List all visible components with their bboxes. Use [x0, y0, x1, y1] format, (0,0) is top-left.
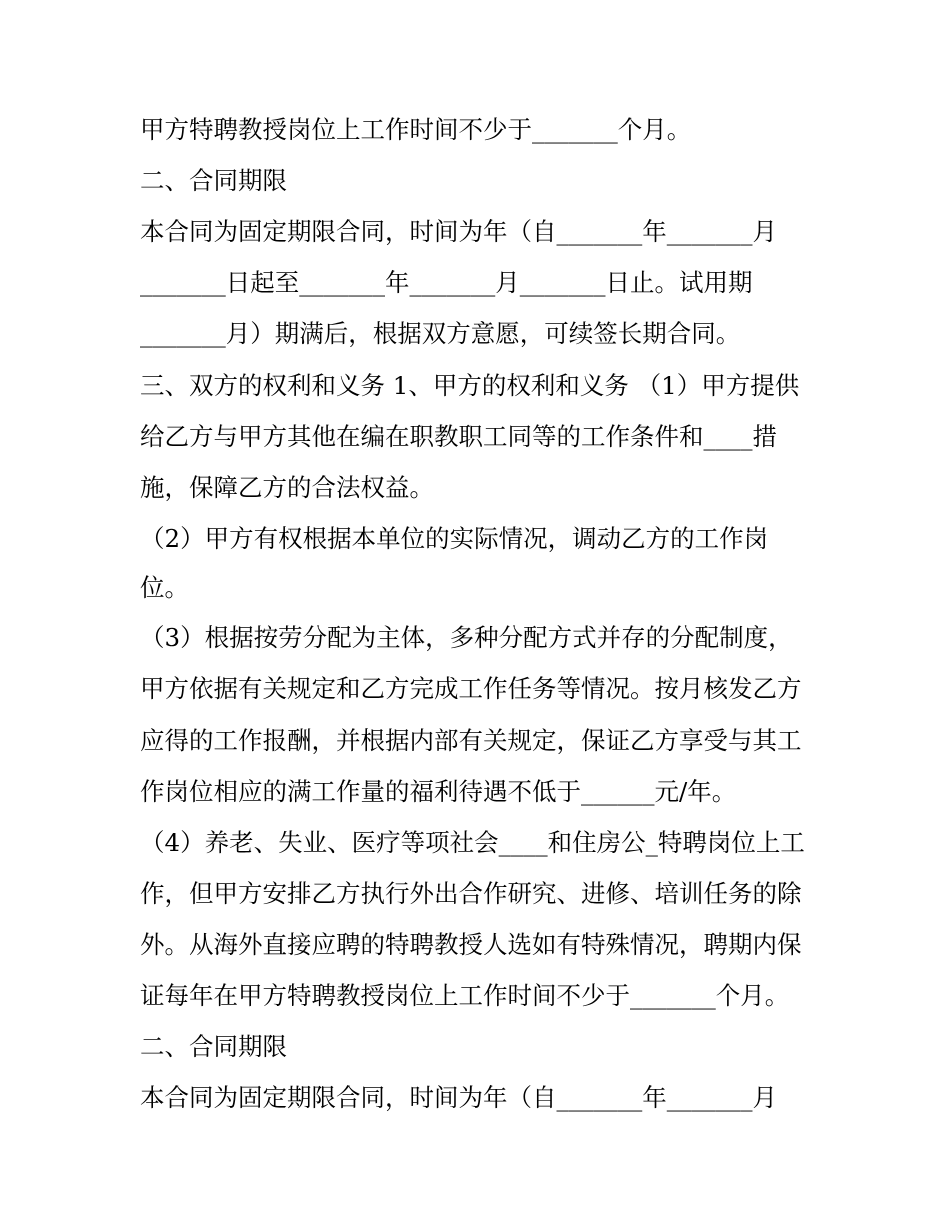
- text-line: 本合同为固定期限合同，时间为年（自_______年_______月: [140, 217, 777, 246]
- text-line: （2）甲方有权根据本单位的实际情况，调动乙方的工作岗: [140, 524, 769, 553]
- text-line: 本合同为固定期限合同，时间为年（自_______年_______月: [140, 1083, 777, 1112]
- text-line: 应得的工作报酬，并根据内部有关规定，保证乙方享受与其工: [140, 726, 802, 755]
- text-line: （3）根据按劳分配为主体，多种分配方式并存的分配制度，: [140, 623, 793, 652]
- text-line: 位。: [140, 573, 189, 602]
- text-line: 作，但甲方安排乙方执行外出合作研究、进修、培训任务的除: [140, 879, 802, 908]
- text-line: 证每年在甲方特聘教授岗位上工作时间不少于_______个月。: [140, 981, 790, 1010]
- text-line: 外。从海外直接应聘的特聘教授人选如有特殊情况，聘期内保: [140, 930, 802, 959]
- text-line: 作岗位相应的满工作量的福利待遇不低于______元/年。: [140, 777, 737, 806]
- text-line: 甲方依据有关规定和乙方完成工作任务等情况。按月核发乙方: [140, 674, 802, 703]
- text-line: _______月）期满后，根据双方意愿，可续签长期合同。: [140, 319, 741, 348]
- text-line: 施，保障乙方的合法权益。: [140, 473, 434, 502]
- text-line: 甲方特聘教授岗位上工作时间不少于_______个月。: [140, 115, 692, 144]
- text-line: （4）养老、失业、医疗等项社会____和住房公_特聘岗位上工: [140, 828, 805, 857]
- text-line: 给乙方与甲方其他在编在职教职工同等的工作条件和____措: [140, 422, 777, 451]
- text-line: _______日起至_______年_______月_______日止。试用期: [140, 268, 753, 297]
- section-heading: 二、合同期限: [140, 166, 287, 195]
- section-heading: 二、合同期限: [140, 1032, 287, 1061]
- section-heading: 三、双方的权利和义务 1、甲方的权利和义务 （1）甲方提供: [140, 371, 800, 400]
